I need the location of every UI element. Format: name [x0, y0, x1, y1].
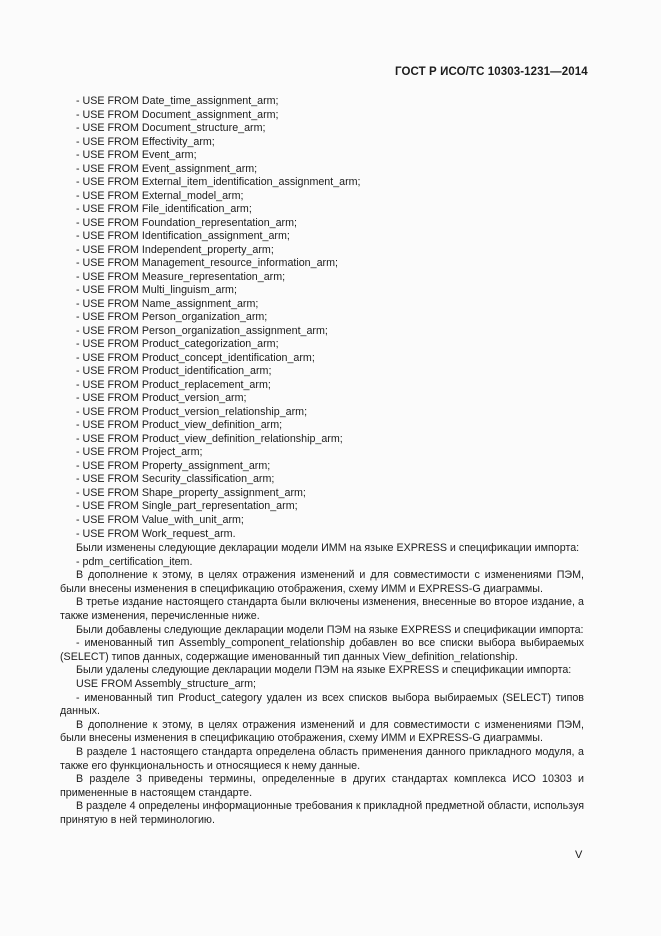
list-item: - USE FROM Date_time_assignment_arm;: [76, 95, 279, 107]
list-item: - USE FROM Foundation_representation_arm;: [76, 216, 297, 229]
paragraph-removed-declarations: Были удалены следующие декларации модели ПЭМ на языке EXPRESS и спецификации импорта:: [76, 664, 572, 677]
paragraph-added-declarations: Были добавлены следующие декларации модели ПЭМ на языке EXPRESS и спецификации импорта:: [76, 623, 584, 636]
paragraph-item: USE FROM Assembly_structure_arm;: [76, 677, 256, 690]
list-item: - USE FROM Event_arm;: [76, 149, 197, 162]
list-item: - USE FROM Product_identification_arm;: [76, 365, 272, 378]
list-item: - USE FROM Name_assignment_arm;: [76, 297, 259, 310]
paragraph-third-edition: В третье издание настоящего стандарта были включены изменения, внесенные во второе издание, а также изменения, перечисленные ниже.: [60, 596, 584, 622]
document-header: ГОСТ Р ИСО/ТС 10303-1231—2014: [395, 66, 588, 78]
paragraph-section-3: В разделе 3 приведены термины, определенные в других стандартах комплекса ИСО 10303 и примененные в настоящем стандарте.: [60, 773, 584, 799]
list-item: - USE FROM Product_categorization_arm;: [76, 338, 279, 351]
list-item: - USE FROM Property_assignment_arm;: [76, 459, 271, 472]
body-text: [60, 542, 584, 827]
paragraph-section-1: В разделе 1 настоящего стандарта определена область применения данного прикладного модуля, а также его функциональность и относящиеся к нему данные.: [60, 745, 584, 772]
list-item: - USE FROM Security_classification_arm;: [76, 473, 275, 486]
list-item: - USE FROM Product_replacement_arm;: [76, 378, 271, 391]
list-item: - USE FROM Product_view_definition_arm;: [76, 419, 283, 432]
list-item: - USE FROM External_model_arm;: [76, 189, 244, 202]
paragraph-section-4: В разделе 4 определены информационные требования к прикладной предметной области, используя принятую в ней терминологию.: [60, 800, 584, 826]
list-item: - USE FROM Document_assignment_arm;: [76, 108, 279, 121]
use-from-list: [76, 95, 361, 541]
list-item: - USE FROM Management_resource_information_arm;: [76, 257, 338, 270]
list-item: - USE FROM File_identification_arm;: [76, 203, 252, 216]
list-item: - USE FROM Person_organization_assignment_arm;: [76, 324, 328, 337]
paragraph-mapping-changes: В дополнение к этому, в целях отражения изменений и для совместимости с изменениями ПЭМ, были внесены изменения в спецификацию отображения, схему ИММ и EXPRESS-G диаграммы.: [60, 569, 584, 595]
list-item: - USE FROM Event_assignment_arm;: [76, 162, 258, 175]
list-item: - USE FROM Identification_assignment_arm;: [76, 230, 290, 243]
list-item: - USE FROM Effectivity_arm;: [76, 135, 215, 148]
paragraph-mapping-changes-2: В дополнение к этому, в целях отражения изменений и для совместимости с изменениями ПЭМ, были внесены изменения в спецификацию отображения, схему ИММ и EXPRESS-G диаграммы.: [60, 718, 584, 745]
list-item: - USE FROM Measure_representation_arm;: [76, 270, 286, 283]
paragraph-item: - pdm_certification_item.: [76, 555, 193, 568]
paragraph-modified-declarations: Были изменены следующие декларации модели ИММ на языке EXPRESS и спецификации импорта:: [76, 542, 580, 554]
list-item: - USE FROM Project_arm;: [76, 446, 203, 459]
list-item: - USE FROM Product_version_relationship_arm;: [76, 405, 308, 418]
list-item: - USE FROM Product_concept_identification_arm;: [76, 351, 315, 364]
list-item: - USE FROM External_item_identification_assignment_arm;: [76, 176, 361, 189]
list-item: - USE FROM Person_organization_arm;: [76, 311, 268, 324]
list-item: - USE FROM Single_part_representation_arm;: [76, 500, 298, 513]
list-item: - USE FROM Document_structure_arm;: [76, 122, 266, 135]
list-item: - USE FROM Work_request_arm.: [76, 527, 236, 540]
paragraph-item: - именованный тип Assembly_component_relationship добавлен во все списки выбора выбираемых (SELECT) типов данных, содержащие именованный тип данных View_definition_relationship.: [60, 637, 584, 663]
list-item: - USE FROM Independent_property_arm;: [76, 243, 274, 256]
list-item: - USE FROM Multi_linguism_arm;: [76, 284, 237, 297]
paragraph-item: - именованный тип Product_category удален из всех списков выбора выбираемых (SELECT) типов данных.: [60, 691, 584, 718]
list-item: - USE FROM Product_version_arm;: [76, 392, 247, 405]
list-item: - USE FROM Product_view_definition_relationship_arm;: [76, 432, 343, 445]
page-number: V: [575, 849, 583, 861]
list-item: - USE FROM Shape_property_assignment_arm;: [76, 486, 306, 499]
list-item: - USE FROM Value_with_unit_arm;: [76, 513, 244, 526]
